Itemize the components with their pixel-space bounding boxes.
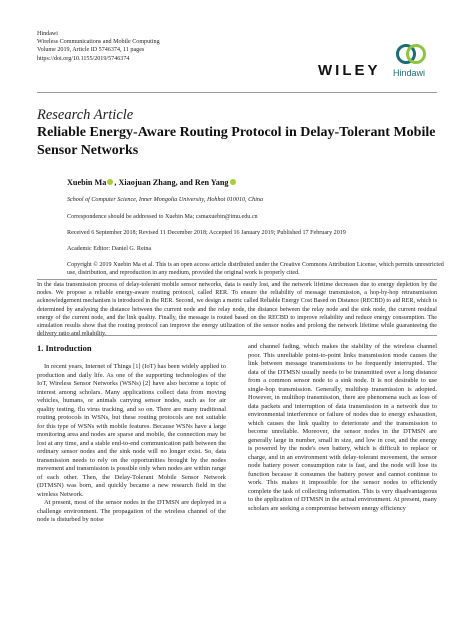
- body-paragraph: At present, most of the sensor nodes in the DTMSN are deployed in a challenge environment. The propagation of the wireless channel of the node is disturbed by noise: [37, 499, 226, 523]
- abstract-top-divider: [37, 279, 437, 280]
- journal-meta: [37, 30, 160, 63]
- hindawi-logo-text: Hindawi: [393, 68, 426, 78]
- right-column: [248, 343, 437, 513]
- hindawi-logo-icon: [395, 40, 427, 68]
- author-name: Xuebin Ma: [67, 178, 107, 187]
- author-name: Xiaojuan Zhang: [118, 178, 176, 187]
- author-name: Ren Yang: [194, 178, 229, 187]
- affiliation: School of Computer Science, Inner Mongolia University, Hohhot 010010, China: [67, 197, 263, 203]
- article-type: Research Article: [37, 107, 134, 123]
- abstract: In the data transmission process of delay-tolerant mobile sensor networks, data is easily lost, and the network lifetime decreases due to energy depletion by the nodes. We propose a reliable energy-aware routing protocol, called RER. To ensure the reliability of message transmission, a hop-by-hop retransmission acknowledgement mechanism is introduced in the RER. Second, we design a metric called Reliable Energy Cost Based on Distance (RECBD) to aid RER, which is determined by analysing the distance between the current node and the relay node, the distance between the relay node and the sink node, the current residual energy of the current node, and the link quality. Finally, the message is routed based on the RECBD to improve reliability and reduce energy consumption. The simulation results show that the routing protocol can improve the energy utilization of the sensor nodes and prolong the network lifetime while guaranteeing the delivery ratio and reliability.: [37, 282, 437, 338]
- volume-line: Volume 2019, Article ID 5746374, 11 pages: [37, 47, 145, 54]
- orcid-icon[interactable]: [230, 179, 236, 185]
- left-column: [37, 363, 226, 525]
- journal-name: Wireless Communications and Mobile Computing: [37, 39, 160, 46]
- author-list: Xuebin Ma , Xiaojuan Zhang, and Ren Yang: [67, 178, 237, 187]
- header-divider: [37, 92, 437, 93]
- body-paragraph: and channel fading, which makes the stability of the wireless channel poor. This unreliable point-to-point links transmission mode causes the link between message transmissions to be frequently interrupted. The data of the DTMSN usually needs to be transmitted over a long distance from a common sensor node to a sink node. It is not desirable to use single-hop transmission. Generally, multihop transmission is adopted. However, in multihop transmission, there are phenomena such as loss of data packets and interruption of data transmission in a network due to environmental interference or failure of nodes due to energy exhaustion, which causes the link quality to deteriorate and the transmission to become unreliable. Moreover, the sensor nodes in the DTMSN are generally large in number, small in size, and low in cost, and the energy is powered by the node's own battery, which is difficult to replace or charge, and in an environment with delay-tolerant movement, the sensor node battery power consumption rate is fast, and the node will lose its function because it consumes the battery power and cannot continue to work. This makes it impossible for the sensor nodes to efficiently complete the task of collecting information. This is very disadvantageous to the application of DTMSN in the actual environment. At present, many scholars are seeking a compromise between energy efficiency: [248, 343, 437, 512]
- section-heading-introduction: 1. Introduction: [37, 343, 92, 353]
- received-dates: Received 6 September 2018; Revised 11 December 2018; Accepted 16 January 2019; Published 17 February 2019: [67, 230, 346, 236]
- correspondence: Correspondence should be addressed to Xuebin Ma; csmaxuebin@imu.edu.cn: [67, 214, 258, 220]
- wiley-logo: WILEY: [318, 62, 381, 79]
- copyright: Copyright © 2019 Xuebin Ma et al. This is an open access article distributed under the Creative Commons Attribution License, which permits unrestricted use, distribution, and reproduction in any medium, provided the original work is properly cited.: [67, 262, 444, 276]
- abstract-bottom-divider: [37, 335, 437, 336]
- academic-editor: Academic Editor: Daniel G. Reina: [67, 246, 152, 252]
- doi-link[interactable]: https://doi.org/10.1155/2019/5746374: [37, 55, 130, 62]
- paper-title: Reliable Energy-Aware Routing Protocol in Delay-Tolerant Mobile Sensor Networks: [37, 125, 436, 158]
- publisher-line: Hindawi: [37, 31, 58, 37]
- body-paragraph: In recent years, Internet of Things [1] (IoT) has been widely applied to production and daily life. As one of the supporting technologies of the IoT, Wireless Sensor Networks (WSNs) [2] have also become a topic of interest among scholars. Many applications collect data from moving vehicles, humans, or animals carrying sensor nodes, such as for air quality testing, flu virus tracking, and so on. There are many traditional routing protocols in WSNs, but these routing protocols are not suitable for this type of WSNs with mobile features. Because WSNs have a large monitoring area and nodes are sparse and mobile, the connection may be lost at any time, and a stable end-to-end communication path between the ordinary sensor nodes and the sink node will no longer exist. So, data transmission needs to rely on the opportunities brought by the nodes movement and transmission is possible only when nodes are within range of each other. Then, the Delay-Tolerant Mobile Sensor Network (DTMSN) was born, and quickly became a new research field in the wireless Network.: [37, 363, 226, 498]
- orcid-icon[interactable]: [107, 179, 113, 185]
